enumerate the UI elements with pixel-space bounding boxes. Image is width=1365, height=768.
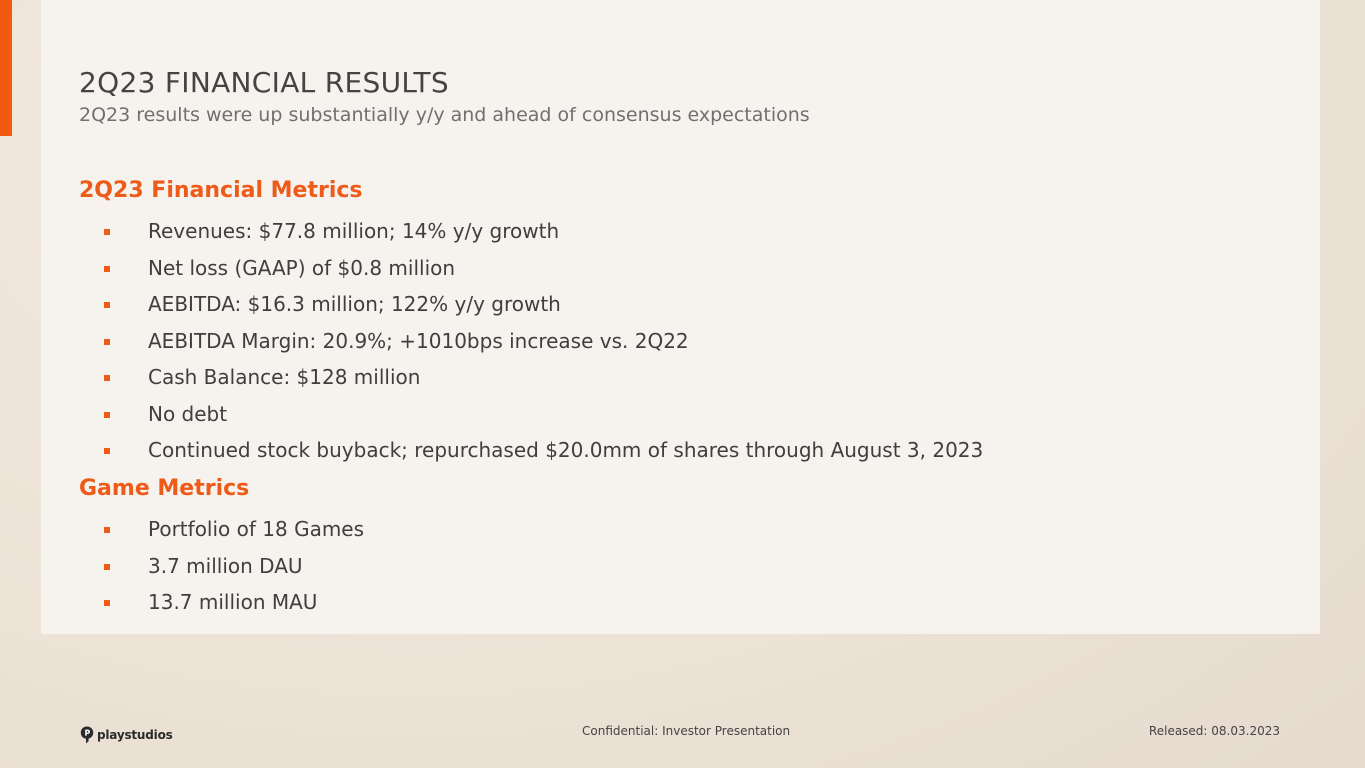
list-item — [79, 548, 364, 585]
slide-title: 2Q23 FINANCIAL RESULTS — [79, 66, 449, 99]
logo-text: playstudios — [97, 728, 173, 742]
list-item-text: Continued stock buyback; repurchased $20.0mm of shares through August 3, 2023 — [148, 438, 984, 462]
bullet-icon — [104, 229, 110, 235]
accent-bar — [0, 0, 12, 136]
financial-metrics-list — [79, 213, 983, 469]
list-item — [79, 286, 983, 323]
list-item-text: 3.7 million DAU — [148, 553, 303, 578]
list-item — [79, 250, 983, 287]
footer-confidential: Confidential: Investor Presentation — [582, 724, 791, 738]
footer-release-date: Released: 08.03.2023 — [1148, 724, 1280, 738]
list-item — [79, 432, 983, 469]
game-metrics-list — [79, 511, 364, 621]
list-item-text: Revenues: $77.8 million; 14% y/y growth — [148, 219, 560, 243]
bullet-icon — [104, 302, 110, 308]
game-metrics-heading: Game Metrics — [79, 476, 250, 501]
list-item-text: No debt — [148, 401, 228, 426]
list-item-text: Portfolio of 18 Games — [148, 517, 365, 541]
playstudios-logo-icon — [80, 726, 94, 744]
list-item — [79, 584, 364, 621]
list-item — [79, 359, 983, 396]
bullet-icon — [104, 600, 110, 606]
playstudios-logo — [80, 726, 173, 744]
list-item-text: AEBITDA: $16.3 million; 122% y/y growth — [148, 292, 561, 316]
list-item-text: Cash Balance: $128 million — [148, 365, 421, 389]
slide-subtitle: 2Q23 results were up substantially y/y and ahead of consensus expectations — [79, 104, 810, 126]
bullet-icon — [104, 564, 110, 570]
bullet-icon — [104, 448, 110, 454]
bullet-icon — [104, 375, 110, 381]
bullet-icon — [104, 339, 110, 345]
bullet-icon — [104, 527, 110, 533]
financial-metrics-heading: 2Q23 Financial Metrics — [79, 178, 363, 203]
list-item-text: 13.7 million MAU — [148, 590, 318, 614]
bullet-icon — [104, 266, 110, 272]
list-item — [79, 213, 983, 250]
list-item — [79, 511, 364, 548]
list-item — [79, 323, 983, 360]
list-item — [79, 396, 983, 433]
list-item-text: Net loss (GAAP) of $0.8 million — [148, 255, 456, 280]
list-item-text: AEBITDA Margin: 20.9%; +1010bps increase vs. 2Q22 — [148, 328, 689, 353]
bullet-icon — [104, 412, 110, 418]
